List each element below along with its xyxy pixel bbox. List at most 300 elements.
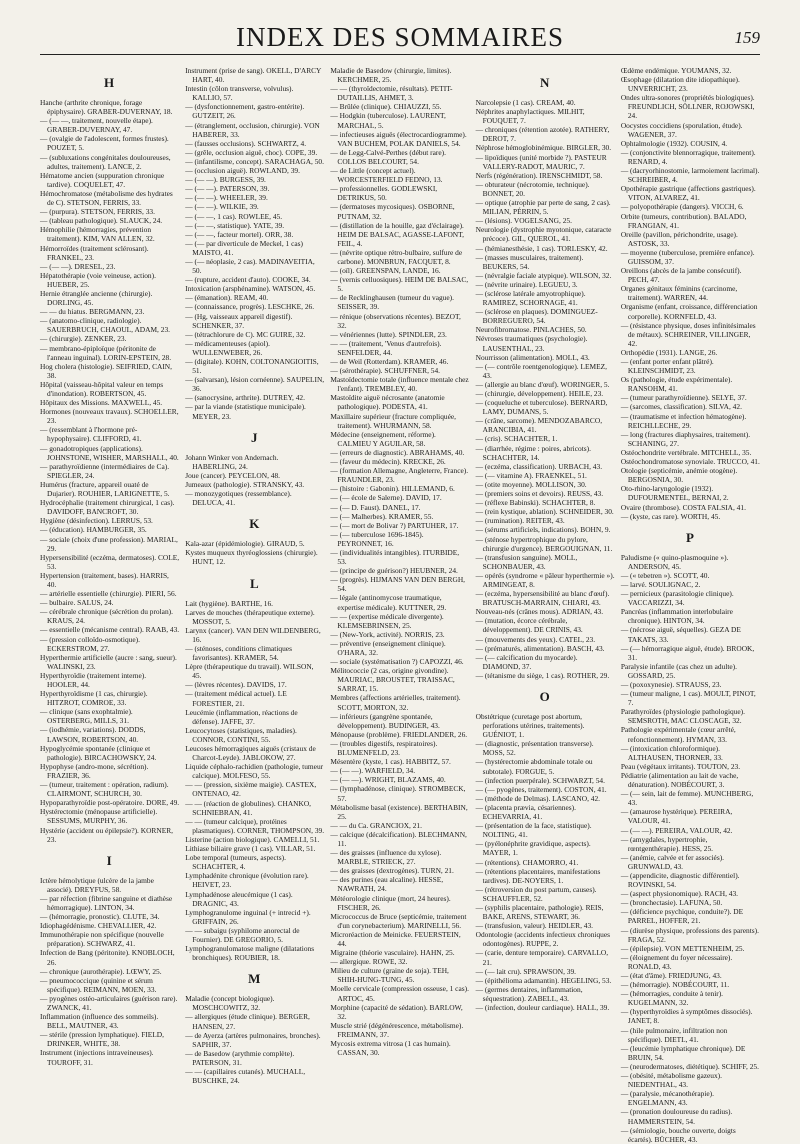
index-entry: — lipoïdiques (unité morbide ?). PASTEUR VALLERY-RADOT, MAURIC, 7. bbox=[475, 152, 607, 171]
index-entry: — (mutation, écorce cérébrale, développement). DE CRINIS, 43. bbox=[475, 616, 583, 635]
index-entry: — Brûlée (clinique). CHIAUZZI, 55. bbox=[330, 102, 442, 112]
index-entry: — (lésions). VOGELSANG, 25. bbox=[475, 216, 572, 226]
index-entry: Pédiatrie (alimentation au lait de vache, dénaturation). NOBÉCOURT, 3. bbox=[620, 770, 739, 790]
index-entry: — (— —). DRESEL, 23. bbox=[40, 261, 116, 271]
index-entry: Hyperthyroïdisme (1 cas, chirurgie). HITZROT, COMROE, 33. bbox=[40, 689, 148, 708]
index-entry: Ostéochondrite vertébrale. MITCHELL, 35. bbox=[620, 447, 752, 457]
index-entry: Ostéochondromatose synoviale. TRUCCO, 41. bbox=[620, 457, 760, 467]
index-entry: — (épilepsie). VON METTENHEIM, 25. bbox=[620, 943, 745, 953]
index-entry: Orbite (tumeurs, contribution). BALADO, FRANGIAN, 41. bbox=[620, 211, 747, 230]
index-entry: — (traitement médical actuel). LE FORESTIER, 21. bbox=[185, 689, 287, 708]
index-entry: — (— contrôle roentgenologique). LEMEZ, 43. bbox=[475, 361, 607, 380]
index-entry: — préventive (enseignement clinique). O'HARA, 32. bbox=[330, 638, 446, 657]
index-entry: — monozygotiques (ressemblance). DELUCA, 41. bbox=[185, 489, 292, 508]
index-entry: — (tumeur maligne, 1 cas). MOULT, PINOT, 7. bbox=[620, 689, 756, 708]
index-entry: — (leucémie lymphatique chronique). DE BRUIN, 54. bbox=[620, 1043, 746, 1062]
index-entry: Ophtalmologie (1932). COUSIN, 4. bbox=[620, 138, 728, 148]
index-entry: Instrument (prise de sang). OKELL, D'ARCY HART, 40. bbox=[185, 66, 322, 85]
index-entry: — (sclérose en plaques). DOMINGUEZ-BORREGUERO, 54. bbox=[475, 307, 598, 326]
index-entry: Hormones (nouveaux travaux). SCHOELLER, 23. bbox=[40, 407, 179, 426]
index-entry: — (— par diverticule de Meckel, 1 cas) MAISTO, 41. bbox=[185, 238, 303, 257]
index-entry: Hanche (arthrite chronique, forage épiphysaire). GRABER-DUVERNAY, 18. bbox=[40, 98, 173, 117]
index-entry: — (dermatoses mycosiques). OSBORNE, PUTNAM, 32. bbox=[330, 202, 455, 221]
index-entry: — (réflexe Babinski). SCHACHTER, 8. bbox=[475, 498, 596, 508]
index-entry: — (faveur du médecin). KRECKE, 26. bbox=[330, 457, 446, 467]
index-entry: — (éloignement du foyer nécessaire). RONALD, 43. bbox=[620, 952, 733, 971]
index-entry: Leucémie (inflammation, réactions de défense). JAFFE, 37. bbox=[185, 707, 298, 726]
index-entry: — obturateur (nécrotomie, technique). BONNET, 20. bbox=[475, 179, 590, 198]
index-entry: — (sténoses, conditions climatiques favorisantes). KRAMER, 54. bbox=[185, 643, 292, 663]
index-entry: — (rétentions placentaires, manifestations tardives). DE-NOYERS, 1. bbox=[475, 866, 601, 885]
index-entry: Hypophyse (andro-mone, sécrétion). FRAZIER, 36. bbox=[40, 761, 149, 780]
index-entry: Nouveau-nés (crânes mous). ADRIAN, 43. bbox=[475, 607, 604, 617]
index-entry: Micrococcus de Bruce (septicémie, traitement d'un corynebacterium). MARINELLI, 56. bbox=[330, 911, 467, 930]
index-entry: — (méthode de Delmas). LASCANO, 42. bbox=[475, 793, 600, 803]
index-entry: Lithiase biliaire grave (1 cas). VILLAR, 51. bbox=[185, 844, 316, 854]
page-number: 159 bbox=[734, 28, 760, 47]
index-entry: Liquide céphalo-rachidien (pathologie, tumeur calcique). MOLFESO, 55. bbox=[185, 762, 324, 781]
index-entry: — (progrès). HIJMANS VAN DEN BERGH, 54. bbox=[330, 575, 466, 594]
index-entry: — par réfection (fibrine sanguine et diathèse hémorragique). LINTON, 34. bbox=[40, 893, 173, 912]
index-entry: — (crâne, sarcome). MENDOZABARCO, ARANCIBIA, 41. bbox=[475, 416, 603, 435]
index-entry: — (hémorragie). NOBÉCOURT, 11. bbox=[620, 980, 730, 990]
index-entry: Parathyroïdes (physiologie pathologique). SEMSROTH, MAC CLOSCAGE, 32. bbox=[620, 707, 745, 726]
index-entry: — (germes dentaires, inflammation, séquestration). ZABELL, 43. bbox=[475, 984, 583, 1003]
index-entry: — (rétroversion du post partum, causes). SCHAUFFLER, 52. bbox=[475, 884, 597, 903]
index-entry: — pernicieux (parasitologie clinique). VACCARIZZI, 34. bbox=[620, 589, 734, 608]
index-column bbox=[620, 66, 760, 1144]
index-entry: — (individualités intangibles). ITURBIDE, 53. bbox=[330, 547, 460, 567]
index-entry: — (— —). BURGESS, 39. bbox=[185, 175, 266, 185]
index-entry: — — (thyroïdectomie, résultats). PETIT-DUTAILLIS, AHMET, 3. bbox=[330, 84, 453, 103]
index-entry: — (rupture, accident d'auto). COOKE, 34. bbox=[185, 275, 311, 285]
index-entry: — (rumination). REITER, 43. bbox=[475, 516, 565, 526]
index-entry: Muscle strié (dégénérescence, métabolisme). FREIMANN, 37. bbox=[330, 1020, 464, 1039]
index-entry: — (état d'âme). FRIEDJUNG, 43. bbox=[620, 971, 722, 980]
index-entry: Idiophagédénisme. CHEVALLIER, 42. bbox=[40, 921, 157, 931]
index-entry: Hystérie (accident ou épilepsie?). KORNER, 23. bbox=[40, 825, 173, 844]
index-entry: — professionnelles. GODLEWSKI, DETRIKUS, 50. bbox=[330, 184, 438, 203]
index-entry: — (digitale). KOHN, COLTONANGIOITIS, 51. bbox=[185, 357, 319, 376]
index-entry: — (— —, 1 cas). ROWLEE, 45. bbox=[185, 211, 283, 221]
index-entry: — (diurèse physique, professions des parents). FRAGA, 52. bbox=[620, 925, 759, 944]
index-entry: — (hile pulmonaire, infiltration non spécifique). DIETL, 41. bbox=[620, 1025, 728, 1044]
index-entry: Leucocytoses (statistiques, maladies). CONNOR, CONTINI, 55. bbox=[185, 725, 297, 744]
index-entry: — (hémianesthésie, 1 cas). TORLESKY, 42. bbox=[475, 243, 608, 253]
index-entry: Kala-azar (épidémiologie). GIRAUD, 5. bbox=[185, 539, 305, 549]
index-entry: — allergique. ROWE, 32. bbox=[330, 957, 408, 967]
index-entry: — (eczéma, hypersensibilité au blanc d'œuf). BRATUSCH-MARRAIN, CHIARI, 43. bbox=[475, 589, 610, 608]
index-entry: — (hyperthyroïdies à symptômes dissociés). JANET, 8. bbox=[620, 1007, 753, 1026]
index-entry: — (infection, douleur cardiaque). HALL, 39. bbox=[475, 1003, 610, 1012]
index-entry: — (sérums artificiels, indications). BOHN, 9. bbox=[475, 525, 611, 535]
index-entry: — — (capillaires cutanés). MUCHALL, BUSCHKE, 24. bbox=[185, 1067, 306, 1086]
index-entry: Lèpre (thérapeutique du travail). WILSON, 45. bbox=[185, 662, 314, 681]
index-entry: Lymphadénite chronique (évolution rare). HEIVET, 23. bbox=[185, 871, 309, 890]
index-entry: — (dysfonctionnement, gastro-entérite). GUTZEIT, 26. bbox=[185, 102, 305, 121]
index-entry: — (lymphadénose, clinique). STROMBECK, 57. bbox=[330, 784, 466, 803]
index-entry: — (éducation). HAMBURGER, 35. bbox=[40, 525, 147, 535]
index-entry: Hyperthyroïdie (traitement interne). HOOLER, 44. bbox=[40, 670, 147, 689]
index-entry: Humérus (fracture, appareil ouaté de Dujarier). ROUHIER, LARIGNETTE, 5. bbox=[40, 479, 170, 499]
index-entry: — (diagnostic, présentation transverse). MOSS, 52. bbox=[475, 739, 594, 758]
index-entry: — (ovalgie de l'adolescent, formes frustes). POUZET, 5. bbox=[40, 134, 169, 153]
index-entry: — (tétanisme du siège, 1 cas). ROTHER, 29. bbox=[475, 670, 610, 680]
index-entry: — (grêle, occlusion aiguë, choc). COPE, 39. bbox=[185, 147, 318, 157]
index-entry: Microréaction de Meinicke. FEUERSTEIN, 44. bbox=[330, 929, 461, 948]
index-entry: — (eczéma, classification). URBACH, 43. bbox=[475, 461, 603, 471]
index-entry: — (rein kystique, ablation). SCHNEIDER, 30. bbox=[475, 507, 614, 517]
index-entry: — des purines (eau alcaline). HESSE, NAWRATH, 24. bbox=[330, 875, 444, 894]
index-column bbox=[330, 66, 469, 1064]
index-entry: — (névrite urinaire). LEGUEU, 3. bbox=[475, 279, 578, 289]
index-entry: — (transfusion sanguine). MOLL, SCHONBAUER, 43. bbox=[475, 552, 578, 571]
index-entry: Hypertension (traitement, bases). HARRIS, 40. bbox=[40, 570, 169, 589]
index-entry: — (résistance physique, doses infinitésimales de métaux). SCHREINER, VILLINGER, 42. bbox=[620, 320, 756, 348]
index-entry: — (— —). PEREIRA, VALOUR, 42. bbox=[620, 825, 733, 835]
index-entry: — (— —). WILKIE, 39. bbox=[185, 202, 259, 212]
index-entry: — (intoxication chloroformique). ALTHAUSEN, THORNER, 33. bbox=[620, 743, 723, 762]
index-entry: — (coqueluche et tuberculose). BERNARD, LAMY, DUMANS, 5. bbox=[475, 398, 608, 417]
index-entry: — (aspect physionomique). RACH, 43. bbox=[620, 889, 739, 899]
index-entry: Narcolepsie (1 cas). CREAM, 40. bbox=[475, 98, 576, 107]
index-entry: Nourrisson (alimentation). MOLL, 43. bbox=[475, 352, 590, 362]
index-entry: Lymphogranulomatose maligne (dilatations bronchiques). ROUBIER, 18. bbox=[185, 944, 315, 963]
index-entry: Johann Winker von Andernach. HABERLING, 24. bbox=[185, 452, 279, 471]
index-entry: Inflammation (influence des sommeils). BELL, MAUTNER, 43. bbox=[40, 1012, 159, 1031]
index-entry: — — subaigu (syphilome anorectal de Fournier). DE GREGORIO, 5. bbox=[185, 925, 300, 944]
index-entry: — (oïl). GREENSPAN, LANDE, 16. bbox=[330, 266, 441, 276]
index-entry: — optique (atrophie par perte de sang, 2 cas). MILIAN, PÉRRIN, 5. bbox=[475, 198, 611, 217]
index-entry: — (conjonctivite blennorragique, traitement). RENARD, 4. bbox=[620, 147, 756, 166]
index-entry: Joue (cancer). PEYCELON, 48. bbox=[185, 470, 281, 480]
index-entry: — bulbaire. SALUS, 24. bbox=[40, 598, 114, 608]
index-entry: Orthopédie (1931). LANGE, 26. bbox=[620, 347, 718, 357]
index-entry: — (— —). WARFIELD, 34. bbox=[330, 766, 416, 776]
index-entry: — (pyélonéphrite gravidique, aspects). MAYER, 1. bbox=[475, 839, 591, 858]
index-entry: Hôpital (vaisseau-hôpital valeur en temps d'inondation). ROBERTSON, 45. bbox=[40, 379, 164, 398]
index-entry: — chronique (aurothérapie). LŒWY, 25. bbox=[40, 966, 162, 976]
index-entry: — (amaurose hystérique). PEREIRA, VALOUR, 41. bbox=[620, 807, 733, 826]
index-entry: Leucoses hémorragiques aiguës (cristaux de Charcot-Leyde). JABLOKOW, 27. bbox=[185, 744, 316, 763]
index-entry: Hépatothérapie (voie veineuse, action). HUEBER, 25. bbox=[40, 270, 156, 289]
index-entry: Maladie de Basedow (chirurgie, limites). KERCHMER, 25. bbox=[330, 66, 452, 85]
index-entry: — de Ayerza (artères pulmonaires, bronches). SAPHIR, 37. bbox=[185, 1030, 321, 1049]
index-entry: — (syphilis placentaire, pathologie). REIS, BAKE, ARENS, STEWART, 36. bbox=[475, 902, 604, 922]
index-entry: — (hystérectomie abdominale totale ou subtotale). FORGUE, 5. bbox=[475, 757, 593, 776]
index-entry: — (troubles digestifs, respiratoires). BLUMENFELD, 23. bbox=[330, 738, 438, 758]
index-entry: — — (pression, sixième maigie). CASTEX, ONTENAO, 42. bbox=[185, 780, 317, 799]
index-entry: — — (tumeur calcique), protéines plasmatiques). CORNER, THOMPSON, 39. bbox=[185, 816, 325, 835]
index-columns bbox=[40, 66, 760, 1144]
index-entry: — allergiques (étude clinique). BERGER, HANSEN, 27. bbox=[185, 1012, 310, 1031]
index-entry: Lait (hygiène). BARTHE, 16. bbox=[185, 598, 274, 608]
index-entry: — (New-York, activité). NORRIS, 23. bbox=[330, 629, 445, 639]
index-entry: — (transfusion, valeur). HEIDLER, 43. bbox=[475, 921, 594, 931]
index-entry: — (névralgie faciale atypique). WILSON, 32. bbox=[475, 270, 612, 280]
index-entry: — (émanation). REAM, 40. bbox=[185, 293, 269, 303]
index-entry: Mélitococcie (2 cas, origine givondine). MAURIAC, BROUSTET, TRAISSAC, SARRAT, 15. bbox=[330, 666, 455, 694]
index-entry: Lymphogranulome inguinal (+ intrecid +). GRIFFAIN, 26. bbox=[185, 907, 311, 926]
index-entry: — (distillation de la houille, gaz d'éclairage). HEIM DE BALSAC, AGASSE-LAFONT, FEIL, 4. bbox=[330, 220, 464, 248]
index-entry: — de Recklinghausen (tumeur du vague). SEISSER, 39. bbox=[330, 293, 454, 312]
index-entry: — (mouvements des yeux). CATEL, 23. bbox=[475, 634, 596, 644]
index-entry: — opérés (syndrome « pâleur hyperthermie »). ARMINGEAT, 8. bbox=[475, 570, 615, 589]
index-entry: — (obésité, métabolisme gazeux). NIEDENTHAL, 43. bbox=[620, 1071, 722, 1090]
index-entry: — (— néoplasie, 2 cas). MADINAVEITIA, 50. bbox=[185, 256, 315, 276]
index-entry: — (sanocrysine, arthrite). DUTREY, 42. bbox=[185, 393, 305, 403]
index-entry: — de Little (concept actuel). WORCESTERFIELD FEDNO, 13. bbox=[330, 166, 443, 185]
index-entry: Hémophilie (hémorragies, prévention traitement). KIM, VAN ALLEN, 32. bbox=[40, 225, 155, 244]
section-letter: I bbox=[106, 852, 113, 868]
index-column bbox=[185, 66, 325, 1086]
index-entry: — infectieuses aiguës (électrocardiogramme). VAN BUCHEM, POLAK DANIELS, 54. bbox=[330, 129, 467, 148]
index-entry: — de Weil (Rotterdam). KRAMER, 46. bbox=[330, 357, 449, 366]
index-entry: — stérile (pression lymphatique). FIELD, DRINKER, WHITE, 38. bbox=[40, 1030, 164, 1049]
index-entry: — (enfant porter enfant plâtré). KLEINSCHMIDT, 23. bbox=[620, 357, 714, 376]
index-entry: Migraine (théorie vasculaire). HAHN, 25. bbox=[330, 948, 455, 958]
index-entry: — (salvarsan), lésion cornéenne). SAUPELIN, 36. bbox=[185, 375, 325, 394]
index-entry: — rénique (observations récentes). BEZOT, 32. bbox=[330, 311, 461, 330]
index-entry: — (rétentions). CHAMORRO, 41. bbox=[475, 857, 579, 867]
index-entry: — vénériennes (lutte). SPINDLER, 23. bbox=[330, 329, 447, 339]
index-entry: — (allergie au blanc d'œuf). WORINGER, 5. bbox=[475, 379, 610, 389]
index-column bbox=[40, 66, 180, 1067]
index-entry: Intestin (côlon transverse, volvulus). KALLIO, 57. bbox=[185, 84, 294, 103]
index-entry: Maladie (concept biologique). MOSCHCOWITZ, 32. bbox=[185, 994, 275, 1013]
index-entry: Pancréas (inflammation interlobulaire chronique). HINTON, 34. bbox=[620, 607, 733, 626]
index-entry: Néphrose hémoglobinémique. BIRGLER, 30. bbox=[475, 143, 612, 153]
index-entry: — (diarrhée, régime : poires, abricots). SCHACHTER, 14. bbox=[475, 443, 591, 462]
index-entry: Mastoïdectomie totale (influence mentale chez l'enfant). TREMBLEY, 40. bbox=[330, 375, 469, 394]
index-entry: Obstétrique (curetage post abortum, perforations utérines, traitements). GUÉNIOT, 1. bbox=[475, 712, 585, 740]
index-entry: Ictère hémolytique (ulcère de la jambe associé). DREYFUS, 58. bbox=[40, 875, 154, 894]
section-letter: K bbox=[249, 516, 261, 532]
index-entry: — (chirurgie, développement). HEILE, 23. bbox=[475, 389, 604, 398]
index-entry: — (— calcification du myocarde). DIAMOND, 37. bbox=[475, 652, 578, 671]
index-entry: Hyperthermie artificielle (aucre : sang, sueur). WALINSKI, 23. bbox=[40, 652, 177, 671]
index-entry: — (histoire : Gabonin). HILLEMAND, 6. bbox=[330, 484, 455, 494]
index-entry: — (ressemblant à l'hormone pré-hypophysaire). CLIFFORD, 41. bbox=[40, 425, 142, 444]
page-header bbox=[40, 22, 760, 55]
index-entry: — (occlusion aiguë). ROWLAND, 39. bbox=[185, 166, 300, 176]
index-entry: — (anatomo-clinique, radiologie). SAUERBRUCH, CHAOUL, ADAM, 23. bbox=[40, 316, 170, 335]
index-entry: — (— —, traitement, nouvelle étape). GRABER-DUVERNAY, 47. bbox=[40, 116, 153, 135]
index-entry: Intoxication (arsphénamine). WATSON, 45. bbox=[185, 284, 316, 294]
index-entry: — inférieurs (gangrène spontanée, développement). BUDINGER, 43. bbox=[330, 711, 440, 730]
index-entry: — gonadotropiques (applications). JOHNSTONE, WISHER, MARSHALL, 40. bbox=[40, 443, 179, 462]
index-entry: — (— Malherbes). KRAMER, 55. bbox=[330, 511, 434, 521]
index-entry: — (infection puerpérale). SCHWARZT, 54. bbox=[475, 775, 605, 785]
index-entry: — (névrite optique rétro-bulbaire, sulfure de carbone). MONBRUN, FACQUET, 8. bbox=[330, 247, 463, 266]
index-entry: Mésentère (kyste, 1 cas). HABBITZ, 57. bbox=[330, 757, 451, 767]
index-entry: — polyopothérapie (dangers). VICCH, 6. bbox=[620, 202, 744, 212]
index-entry: — (épithélioma adamantin). HEGELING, 53. bbox=[475, 975, 612, 985]
index-entry: Larves de mouches (thérapeutique externe). MOSSOT, 5. bbox=[185, 607, 315, 626]
index-entry: — pyogènes ostéo-articulaires (guérison rare). ZWANCK, 41. bbox=[40, 993, 178, 1012]
index-entry: Ovaire (thrombose). COSTA FALSIA, 41. bbox=[620, 502, 746, 512]
index-entry: — (otite moyenne). MOLLISON, 30. bbox=[475, 479, 587, 489]
index-entry: — chroniques (rétention azotée). RATHERY, DEROT, 7. bbox=[475, 125, 610, 144]
index-entry: — (— D. Faust). DANEL, 17. bbox=[330, 502, 421, 512]
index-entry: — artérielle essentielle (chirurgie). PIERI, 56. bbox=[40, 589, 177, 599]
index-entry: — (chirurgie). ZENKER, 23. bbox=[40, 334, 127, 344]
index-entry: — (hémorragie, pronostic). CLUTE, 34. bbox=[40, 912, 160, 922]
index-entry: — (Hg, vaisseaux appareil digestif). SCHENKER, 37. bbox=[185, 311, 293, 330]
index-entry: — (nécrose aiguë, séquelles). GEZA DE TAKATS, 33. bbox=[620, 625, 741, 644]
index-entry: — (prématurés, alimentation). BASCH, 43. bbox=[475, 643, 605, 653]
index-entry: Paludisme (« quino-plasmoquine »). ANDERSON, 45. bbox=[620, 552, 729, 571]
index-entry: — (vernis celluosiques). HEIM DE BALSAC, 5. bbox=[330, 275, 469, 294]
index-entry: Hypoparathyroïdie post-opératoire. DORE, 49. bbox=[40, 798, 180, 808]
index-entry: Listerine (action biologique). CAMELLI, 51. bbox=[185, 834, 320, 844]
index-entry: — moyenne (tuberculose, première enfance). GUISSOM, 37. bbox=[620, 247, 755, 266]
index-entry: — (traumatisme et infection hématogène). REICHLLECHE, 29. bbox=[620, 411, 747, 430]
index-entry: Ondes ultra-sonores (propriétés biologiques). FREUNDLICH, SÖLLNER, ROJOWSKI, 24. bbox=[620, 93, 755, 121]
index-entry: Larynx (cancer). VAN DEN WILDENBERG, 16. bbox=[185, 625, 321, 644]
section-letter: H bbox=[104, 75, 116, 90]
section-letter: O bbox=[539, 689, 551, 704]
index-entry: — pneumococcique (quinine et sérum spécifique). REIMANN, MOEN, 33. bbox=[40, 975, 157, 994]
index-entry: Maxillaire supérieur (fracture compliquée, traitement). WHURMANN, 58. bbox=[330, 411, 456, 430]
section-letter: L bbox=[249, 575, 260, 591]
index-entry: — (— pyogènes, traitement). COSTON, 41. bbox=[475, 784, 607, 794]
index-entry: — (étranglement, occlusion, chirurgie). VON HABERER, 33. bbox=[185, 120, 320, 139]
index-entry: Morphine (capacité de sédation). BARLOW, 32. bbox=[330, 1002, 463, 1021]
index-entry: Organisme (enfant, croissance, différenciation corporelle). KORNFELD, 43. bbox=[620, 302, 758, 321]
index-entry: — (— école de Salerne). DAVID, 17. bbox=[330, 493, 442, 503]
index-entry: — de Basedow (arythmie complète). PATERSON, 31. bbox=[185, 1048, 295, 1067]
index-entry: — (masses musculaires, traitement). BEUKERS, 54. bbox=[475, 252, 584, 271]
index-entry: Odontologie (accidents infectieux chroniques odontogènes). RUPPE, 2. bbox=[475, 930, 611, 949]
index-entry: Oocystes coccidiens (sporulation, étude). WAGENER, 37. bbox=[620, 120, 743, 139]
index-entry: — (— —, facteur mortel). ORR, 38. bbox=[185, 229, 294, 239]
index-entry: — membrano-épiploïque (péritonite de l'anneau inguinal). LORIN-EPSTEIN, 28. bbox=[40, 343, 172, 362]
index-entry: Lobe temporal (tumeurs, aspects). SCHACHTER, 4. bbox=[185, 853, 286, 872]
index-entry: — des graisses (dextrogènes). TURN, 21. bbox=[330, 866, 454, 876]
index-entry: — (lèvres récentes). DAVIDS, 17. bbox=[185, 680, 287, 690]
index-entry: — calcique (décalcification). BLECHMANN, 11. bbox=[330, 829, 467, 848]
index-entry: Immunothérapie non spécifique (nouvelle préparation). SCHWARZ, 41. bbox=[40, 930, 164, 949]
index-entry: — (— —). WHEELER, 39. bbox=[185, 193, 268, 203]
index-entry: Néphrites anaphylactiques. MILHIT, FOUQUET, 7. bbox=[475, 107, 585, 126]
index-entry: Paralysie infantile (cas chez un adulte). GOSSARD, 25. bbox=[620, 661, 737, 680]
index-entry: — (sérothérapie). SCHUFFNER, 54. bbox=[330, 366, 441, 376]
index-entry: — de Legg-Calvé-Perthes (début rare). COLLOS BELCOURT, 54. bbox=[330, 147, 446, 166]
index-entry: Météorologie clinique (mort, 24 heures). FISCHER, 26. bbox=[330, 893, 451, 912]
index-entry: — (— mort de Bolivar ?) PARTUHER, 17. bbox=[330, 520, 459, 530]
index-entry: — (hémorragies, conduite à tenir). KUGELMANN, 32. bbox=[620, 989, 724, 1008]
index-entry: Névroses traumatiques (psychologie). LAUSENTHAL, 23. bbox=[475, 334, 588, 353]
index-entry: — (premiers soins et devoirs). REUSS, 43. bbox=[475, 489, 604, 499]
index-entry: Hypoglycémie spontanée (clinique et pathologie). BIRCACHOWSKY, 24. bbox=[40, 743, 157, 762]
index-entry: — (— sein, lait de femme). MUNCHBERG, 43. bbox=[620, 789, 754, 808]
index-entry: — par la viande (statistique municipale). MEYER, 23. bbox=[185, 402, 306, 421]
index-entry: Organes génitaux féminins (carcinome, traitement). WARREN, 44. bbox=[620, 284, 738, 303]
index-entry: — (sténose hypertrophique du pylore, chirurgie d'urgence). BERGOUIGNAN, 11. bbox=[475, 534, 613, 553]
index-entry: Hydrocéphalie (traitement chirurgical, 1 cas). DAVIDOFF, BANCROFT, 30. bbox=[40, 498, 175, 517]
index-entry: — (— —, statistique). YATE, 39. bbox=[185, 220, 285, 230]
index-entry: — sociale (systématisation ?) CAPOZZI, 46. bbox=[330, 657, 464, 667]
index-entry: Œdème endémique. YOUMANS, 32. bbox=[620, 66, 732, 75]
index-entry: — (iodhémie, variations). DODDS, LAWSON, ROBERTSON, 40. bbox=[40, 725, 146, 744]
index-entry: Œsophage (dilatation dite idiopathique). UNVERRICHT, 23. bbox=[620, 75, 740, 94]
index-entry: — (tumeur, traitement : opération, radium). CLAIRMONT, SCHURCH, 30. bbox=[40, 780, 169, 799]
index-entry: Hygiène (désinfection). LERRUS, 53. bbox=[40, 516, 153, 526]
index-entry: — parathyroïdienne (intermédiaires de Ca). SPIEGLER, 24. bbox=[40, 461, 170, 480]
index-entry: Neurofibromatose. PINLACHES, 50. bbox=[475, 325, 587, 335]
index-entry: Oreille (pavillon, périchondrite, usage). ASTOSK, 33. bbox=[620, 229, 738, 248]
index-entry: — (infantilisme, concept). SARACHAGA, 50. bbox=[185, 156, 324, 166]
index-entry: — (connaissance, progrès). LESCHKE, 26. bbox=[185, 302, 315, 312]
index-entry: — (pronation douloureuse du radius). HAMMERSTEIN, 54. bbox=[620, 1107, 733, 1126]
index-entry: — médicamenteuses (apiol). WULLENWEBER, 26. bbox=[185, 338, 270, 357]
section-letter: N bbox=[540, 75, 551, 90]
index-entry: — (déficience psychique, conduite?). DE PARREL, HOFFER, 21. bbox=[620, 907, 744, 926]
index-entry: — (sclérose latérale amyotrophique). RAMIREZ, SCHORNAGE, 41. bbox=[475, 288, 586, 308]
index-entry: Os (pathologie, étude expérimentale). RANSOHM, 41. bbox=[620, 375, 733, 394]
index-entry: — (erreurs de diagnostic). ABRAHAMS, 40. bbox=[330, 447, 465, 457]
index-entry: — (neurodermatoses, diététique). SCHIFF, 25. bbox=[620, 1061, 759, 1071]
index-entry: — — du Ca. GRANCIOX, 21. bbox=[330, 820, 422, 830]
index-column bbox=[476, 66, 615, 1064]
index-entry: Oreillons (abcès de la jambe consécutif). PECH, 47. bbox=[620, 266, 742, 285]
index-entry: Lymphadénose aleucémique (1 cas). DRAGNIC, 43. bbox=[185, 889, 293, 908]
section-letter: J bbox=[251, 429, 259, 445]
index-entry: — (placenta prævia, césariennes). ECHEVARRIA, 41. bbox=[475, 802, 576, 822]
index-entry: Hôpitaux des Missions. MAXWELL, 45. bbox=[40, 398, 163, 408]
index-entry: Neurologie (dystrophie myotonique, cataracte précoce). GIL, QUEROL, 41. bbox=[475, 225, 612, 244]
index-entry: Opothérapie gastrique (affections gastriques). VITON, ALVAREZ, 41. bbox=[620, 184, 756, 203]
index-entry: Instrument (injections intraveineuses). TOUROFF, 31. bbox=[40, 1048, 154, 1067]
index-entry: — (paralysie, mécanothérapie). ENGELMANN, 43. bbox=[620, 1089, 714, 1108]
index-entry: — (subluxations congénitales douloureuses, adultes, traitement). LANCE, 2. bbox=[40, 152, 171, 171]
index-entry: Hystérectomie (ménopause artificielle). SESSUMS, MURPHY, 36. bbox=[40, 807, 158, 826]
index-entry: Médecine (enseignement, réforme). CALMIEU Y AGUILAR, 58. bbox=[330, 429, 436, 448]
index-entry: — (tumeur parathyroïdienne). SELYE, 37. bbox=[620, 393, 747, 403]
index-entry: — sociale (choix d'une profession). MARIAL, 29. bbox=[40, 534, 178, 553]
index-entry: — (— —). PATERSON, 39. bbox=[185, 184, 270, 194]
index-entry: — (tétrachlorure de C). MC GUIRE, 32. bbox=[185, 329, 306, 339]
index-entry: — légale (antinomycose traumatique, expertise médicale). KUTTNER, 29. bbox=[330, 593, 447, 612]
index-entry: — (amygdales, hypertrophie, rœntgenthérapie). HESS, 25. bbox=[620, 834, 713, 853]
index-entry: — (tableau pathologique). SLAUCK, 24. bbox=[40, 216, 163, 226]
index-entry: — (— vitamine A). FRAENKEL, 51. bbox=[475, 470, 587, 480]
index-entry: Milieu de culture (graine de soja). TEH, SHIH-HUNG-TUNG, 45. bbox=[330, 966, 449, 985]
index-entry: Ménopause (problème). FRIEDLANDER, 26. bbox=[330, 729, 468, 739]
index-entry: — — (réaction de globulines). CHANKO, SCHNIEBRAN, 41. bbox=[185, 798, 312, 817]
index-entry: Jumeaux (pathologie). STRANSKY, 43. bbox=[185, 479, 305, 489]
section-letter: P bbox=[685, 529, 695, 545]
index-entry: — des graisses (influence du xylose). MARBLE, STRIECK, 27. bbox=[330, 848, 442, 867]
index-entry: — — du hiatus. BERGMANN, 23. bbox=[40, 307, 145, 317]
index-entry: Hémochromatose (métabolisme des hydrates de C). STETSON, FERRIS, 33. bbox=[40, 188, 173, 208]
index-entry: Moelle cervicale (compression osseuse, 1 cas). ARTOC, 45. bbox=[330, 984, 469, 1003]
index-entry: — cérébrale chronique (sécrétion du prolan). KRAUS, 24. bbox=[40, 607, 173, 626]
index-entry: — (principe de guérison?) HEUBNER, 24. bbox=[330, 566, 458, 576]
index-entry: — larvé. SOULIGNAC, 2. bbox=[620, 579, 701, 589]
index-entry: — (cris). SCHACHTER, 1. bbox=[475, 434, 558, 444]
index-entry: Oto-rhino-laryngologie (1932). DUFOURMENTEL, BERNAI, 2. bbox=[620, 484, 729, 503]
index-entry: — clinique (sans exophtalmie). OSTERBERG, MILLS, 31. bbox=[40, 707, 133, 726]
index-entry: Hypersensibilité (eczéma, dermatoses). COLE, 53. bbox=[40, 552, 180, 571]
index-entry: — (appendicite, diagnostic différentiel). ROVINSKI, 54. bbox=[620, 870, 740, 890]
index-entry: — (formation Allemagne, Angleterre, France). FRAUNDLER, 23. bbox=[330, 466, 469, 485]
index-entry: — (carie, denture temporaire). CARVALLO, 21. bbox=[475, 948, 609, 967]
index-entry: — (sarcomes, classification). SILVA, 42. bbox=[620, 402, 742, 412]
index-entry: — (purpura). STETSON, FERRIS, 33. bbox=[40, 207, 155, 217]
index-entry: Kystes muqueux thyréoglossiens (chirurgie). HUNT, 12. bbox=[185, 548, 318, 567]
